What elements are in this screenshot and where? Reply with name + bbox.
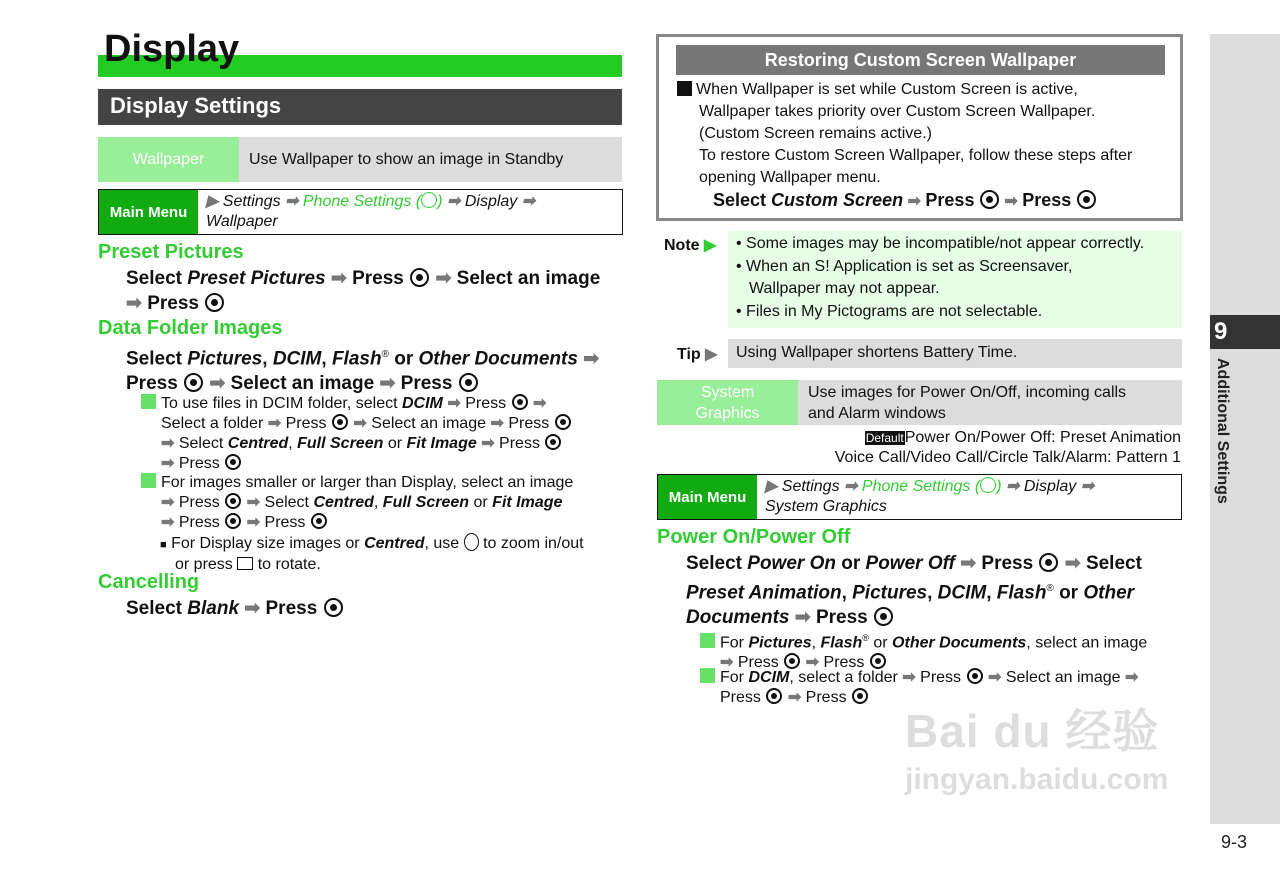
arrow-icon: ➡ [844, 478, 858, 495]
center-key-icon [766, 688, 782, 704]
step-text: Select an image [456, 268, 601, 289]
note-text: For images smaller or larger than Display, select an image [161, 474, 574, 491]
center-key-icon [410, 268, 429, 287]
datafolder-step [126, 342, 622, 396]
note-term: Centred [227, 435, 289, 452]
restore-line: opening Wallpaper menu. [699, 169, 881, 186]
baidu-watermark [905, 695, 1168, 797]
path-wallpaper: Wallpaper [206, 213, 278, 230]
nav-key-icon [421, 192, 437, 208]
menu-path-text [757, 475, 1181, 519]
restore-line: Wallpaper takes priority over Custom Screen Wallpaper. [699, 103, 1096, 120]
arrow-icon: ➡ [161, 435, 175, 452]
section-heading: Display Settings [98, 89, 622, 125]
restore-body [677, 79, 1167, 213]
restore-heading: Restoring Custom Screen Wallpaper [676, 45, 1165, 75]
watermark-line: jingyan.baidu.com [905, 763, 1169, 796]
center-key-icon [332, 414, 348, 430]
note-term: Fit Image [492, 494, 563, 511]
note-text: Select a folder [161, 415, 264, 432]
arrow-icon: ➡ [126, 293, 142, 314]
arrow-icon: ➡ [805, 654, 820, 672]
step-text: Press [147, 293, 199, 314]
center-key-icon [967, 668, 983, 684]
note-text: or [383, 435, 407, 452]
arrow-icon: ➡ [787, 689, 802, 706]
path-phone-settings: Phone Settings ( [861, 478, 981, 495]
step-text: Select [126, 598, 188, 619]
note-box: • Some images may be incompatible/not appear correctly. • When an S! Application is set as Screensaver, Wallpaper may not appear. • Files in My Pictograms are not selectable. [728, 231, 1182, 328]
arrow-icon: ➡ [521, 193, 536, 210]
note-item: When an S! Application is set as Screensaver, [746, 257, 1073, 275]
chapter-name: Additional Settings [1214, 358, 1231, 504]
play-icon: ▶ [704, 237, 717, 254]
cancel-heading: Cancelling [98, 571, 200, 593]
preset-step [126, 266, 606, 316]
arrow-icon: ➡ [435, 268, 452, 289]
center-key-icon [545, 434, 561, 450]
arrow-icon: ➡ [583, 348, 600, 370]
note-text: For [720, 634, 749, 652]
center-key-icon [311, 513, 327, 529]
step-text: , [262, 348, 273, 370]
step-term: DCIM [937, 582, 987, 604]
note-text: , [373, 494, 383, 511]
bullet-icon: ■ [160, 539, 167, 551]
step-term: Other [1083, 582, 1135, 604]
path-system-graphics: System Graphics [765, 498, 887, 515]
path-display: Display [464, 193, 518, 210]
play-icon: ▶ [206, 193, 219, 210]
main-menu-label: Main Menu [658, 475, 757, 519]
step-term: Other Documents [418, 348, 578, 370]
bullet-square-icon [141, 394, 156, 409]
note-text: Press [805, 689, 847, 706]
center-key-icon [184, 373, 203, 392]
arrow-icon: ➡ [1004, 193, 1018, 210]
note-text: or press [175, 556, 238, 573]
step-term: Custom Screen [771, 190, 904, 210]
step-text: or [1053, 582, 1084, 604]
note-zoom [160, 533, 622, 575]
registered-mark: ® [381, 349, 389, 360]
arrow-icon: ➡ [1080, 478, 1095, 495]
note-item: Files in My Pictograms are not selectable. [746, 302, 1043, 320]
power-step [686, 551, 1182, 630]
note-text: Press [823, 654, 865, 672]
arrow-icon: ➡ [161, 455, 175, 472]
zoom-key-icon [464, 533, 479, 551]
note-term: Full Screen [297, 435, 384, 452]
note-size [141, 473, 622, 533]
arrow-icon: ➡ [490, 415, 504, 432]
center-key-icon [225, 513, 241, 529]
step-text: or [835, 553, 866, 574]
path-display: Display [1023, 478, 1077, 495]
note-text: Press [285, 415, 327, 432]
arrow-icon: ➡ [447, 395, 461, 412]
bullet-square-icon [700, 633, 715, 648]
step-text: , [841, 582, 853, 604]
feature-desc-line: Use images for Power On/Off, incoming calls [808, 383, 1127, 401]
wallpaper-feature [98, 137, 622, 182]
note-text: , select a folder [789, 669, 898, 686]
step-term: Preset Animation [686, 582, 842, 604]
step-text: Press [352, 268, 404, 289]
note-text: , select an image [1026, 634, 1148, 652]
arrow-icon: ➡ [244, 598, 261, 619]
step-text: Press [925, 190, 975, 210]
bullet-square-icon [141, 473, 156, 488]
main-menu-label: Main Menu [99, 190, 198, 234]
note-text: Press [178, 494, 220, 511]
mail-key-icon [237, 557, 253, 570]
note-text: Press [178, 514, 220, 531]
note-term: Other Documents [892, 634, 1027, 652]
step-term: Power Off [865, 553, 955, 574]
note-text: Press [178, 455, 220, 472]
restore-wallpaper-box [656, 34, 1183, 221]
registered-mark: ® [1046, 583, 1054, 594]
arrow-icon: ➡ [161, 494, 175, 511]
note-item: Some images may be incompatible/not appear correctly. [746, 235, 1145, 252]
note-text: Press [508, 415, 550, 432]
note-term: DCIM [401, 395, 443, 412]
note-text: Press [499, 435, 540, 452]
arrow-icon: ➡ [379, 373, 396, 395]
path-paren: ) [996, 478, 1002, 495]
watermark-line: Bai du 经验 [905, 705, 1160, 757]
arrow-icon: ➡ [285, 193, 299, 210]
arrow-icon: ➡ [794, 607, 811, 629]
arrow-icon: ➡ [481, 435, 495, 452]
center-key-icon [555, 414, 571, 430]
step-term: Pictures [187, 348, 263, 370]
arrow-icon: ➡ [1125, 669, 1139, 686]
step-term: Flash [996, 582, 1047, 604]
cancel-step [126, 596, 344, 621]
step-text: Select [713, 190, 772, 210]
step-text: or [388, 348, 419, 370]
restore-line: When Wallpaper is set while Custom Screen is active, [696, 81, 1078, 98]
arrow-icon: ➡ [1005, 478, 1020, 495]
step-term: Pictures [852, 582, 928, 604]
step-text: Press [400, 373, 453, 395]
step-text: Select [126, 348, 188, 370]
step-text: Press [1022, 190, 1072, 210]
note-item: Wallpaper may not appear. [749, 280, 940, 297]
note-text: For Display size images or [171, 535, 365, 552]
feature-label [657, 380, 798, 425]
registered-mark: ® [862, 633, 869, 643]
step-text: Select [686, 553, 748, 574]
path-settings: Settings [781, 478, 840, 495]
feature-description: Use Wallpaper to show an image in Standby [239, 137, 622, 182]
play-icon: ▶ [765, 478, 778, 495]
center-key-icon [874, 607, 893, 626]
feature-label: Wallpaper [98, 137, 239, 182]
center-key-icon [1039, 553, 1058, 572]
step-text: Press [981, 553, 1034, 574]
note-text: Select [178, 435, 228, 452]
feature-description [798, 380, 1182, 425]
arrow-icon: ➡ [161, 514, 175, 531]
note-text: to zoom in/out [478, 535, 584, 552]
default-badge: Default [865, 431, 904, 445]
preset-heading: Preset Pictures [98, 241, 244, 263]
note-text: Press [465, 395, 507, 412]
step-text: , [321, 348, 332, 370]
default-line: Power On/Power Off: Preset Animation [904, 429, 1181, 446]
note-label-text: Note [664, 237, 700, 254]
feature-desc-line: and Alarm windows [808, 404, 946, 422]
note-text: Press [737, 654, 779, 672]
center-key-icon [225, 493, 241, 509]
note-text: , use [424, 535, 464, 552]
play-icon: ▶ [705, 346, 718, 363]
arrow-icon: ➡ [330, 268, 347, 289]
note-text: to rotate. [253, 556, 321, 573]
arrow-icon: ➡ [446, 193, 461, 210]
power-heading: Power On/Power Off [657, 526, 851, 548]
note-text: Press [264, 514, 306, 531]
note-term: Fit Image [406, 435, 477, 452]
step-text: , [927, 582, 938, 604]
center-key-icon [225, 454, 241, 470]
note-text: To use files in DCIM folder, select [161, 395, 402, 412]
center-key-icon [784, 653, 800, 669]
center-key-icon [512, 394, 528, 410]
note-text: , [811, 634, 821, 652]
center-key-icon [870, 653, 886, 669]
restore-line: To restore Custom Screen Wallpaper, follow these steps after [699, 147, 1133, 164]
note-label [664, 235, 716, 255]
menu-path-text [198, 190, 622, 234]
step-text: Select [126, 268, 188, 289]
arrow-icon: ➡ [902, 669, 916, 686]
chapter-number: 9 [1210, 315, 1280, 349]
step-text: Select [1085, 553, 1142, 574]
arrow-icon: ➡ [353, 415, 367, 432]
page-title: Display [104, 28, 240, 70]
arrow-icon: ➡ [720, 654, 734, 672]
main-menu-path [657, 474, 1182, 520]
note-text: Press [720, 689, 761, 706]
arrow-icon: ➡ [533, 395, 547, 412]
arrow-icon: ➡ [209, 373, 226, 395]
step-term: DCIM [272, 348, 322, 370]
note-term: Centred [364, 535, 425, 552]
note-text: or [868, 634, 893, 652]
arrow-icon: ➡ [987, 669, 1002, 686]
main-menu-path [98, 189, 623, 235]
center-key-icon [459, 373, 478, 392]
power-note-pictures [700, 628, 1182, 673]
center-key-icon [980, 190, 999, 209]
default-line: Voice Call/Video Call/Circle Talk/Alarm: Pattern 1 [834, 449, 1181, 466]
note-text: Select [264, 494, 314, 511]
datafolder-heading: Data Folder Images [98, 317, 283, 339]
center-key-icon [852, 688, 868, 704]
note-term: DCIM [748, 669, 790, 686]
step-text: Select an image [230, 373, 375, 395]
center-key-icon [205, 293, 224, 312]
step-text: Press [265, 598, 318, 619]
feature-label-line: Graphics [695, 404, 760, 422]
bullet-block-icon [677, 81, 692, 96]
feature-label-line: System [700, 383, 755, 401]
tip-label-text: Tip [677, 346, 701, 363]
default-settings [700, 428, 1181, 467]
note-term: Centred [313, 494, 374, 511]
note-text: , [288, 435, 298, 452]
arrow-icon: ➡ [246, 514, 261, 531]
note-text: or [469, 494, 493, 511]
arrow-icon: ➡ [246, 494, 261, 511]
restore-line: (Custom Screen remains active.) [699, 125, 932, 142]
tip-box: Using Wallpaper shortens Battery Time. [728, 339, 1182, 368]
step-text: , [986, 582, 997, 604]
arrow-icon: ➡ [960, 553, 977, 574]
step-term: Blank [187, 598, 240, 619]
step-term: Flash [331, 348, 382, 370]
note-dcim [141, 394, 622, 474]
arrow-icon: ➡ [267, 415, 282, 432]
page-number: 9-3 [1221, 832, 1248, 852]
note-text: For [720, 669, 749, 686]
arrow-icon: ➡ [1064, 553, 1081, 574]
system-graphics-feature [657, 380, 1182, 425]
note-text: Select an image [1005, 669, 1121, 686]
note-term: Flash [820, 634, 863, 652]
step-term: Preset Pictures [187, 268, 326, 289]
note-term: Pictures [748, 634, 812, 652]
step-text: Press [815, 607, 868, 629]
center-key-icon [324, 598, 343, 617]
step-text: Press [126, 373, 178, 395]
bullet-square-icon [700, 668, 715, 683]
arrow-icon: ➡ [907, 193, 921, 210]
tip-label [677, 344, 717, 364]
note-text: Select an image [371, 415, 486, 432]
path-phone-settings: Phone Settings ( [302, 193, 422, 210]
path-settings: Settings [222, 193, 281, 210]
note-text: Press [920, 669, 962, 686]
path-paren: ) [437, 193, 443, 210]
note-term: Full Screen [382, 494, 470, 511]
center-key-icon [1077, 190, 1096, 209]
nav-key-icon [980, 477, 996, 493]
step-term: Power On [747, 553, 836, 574]
step-term: Documents [686, 607, 790, 629]
